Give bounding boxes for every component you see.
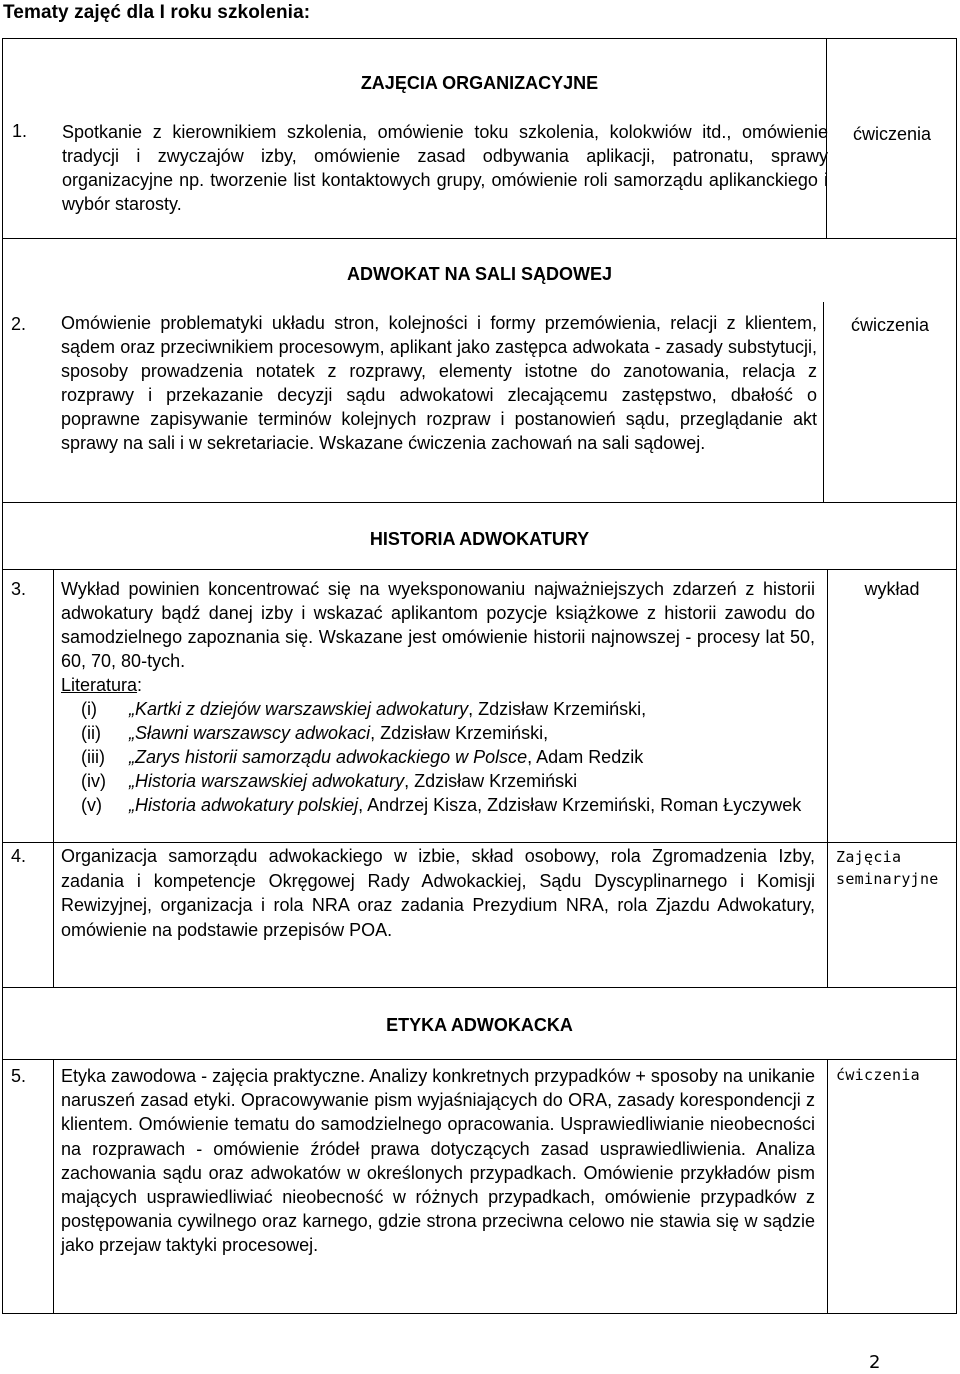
item-type: wykład	[864, 579, 920, 599]
literature-label: Literatura	[61, 675, 138, 695]
book-title: „Sławni warszawscy adwokaci	[129, 723, 371, 743]
item-number: 4.	[11, 846, 27, 866]
book-title: „Kartki z dziejów warszawskiej adwokatury	[129, 699, 469, 719]
item-type: ćwiczenia	[852, 124, 932, 144]
section-heading: ETYKA ADWOKACKA	[386, 1015, 573, 1035]
item-text: Organizacja samorządu adwokackiego w izbie, skład osobowy, rola Zgromadzenia Izby, zadania i kompetencje Okręgowej Rady Adwokackiej, Sądu Dyscyplinarnego i Komisji Rewizyjnej, organizacja i rola NRA oraz zadania Prezydium NRA, rola Zjazdu Adwokatury, omówienie na podstawie przepisów POA.	[61, 846, 815, 940]
item-text: Etyka zawodowa - zajęcia praktyczne. Analizy konkretnych przypadków + sposoby na unikanie naruszeń zasad etyki. Opracowywanie pism wyjaśniających do ORA, zasady korespondencji z klientem. Omówienie tematu do samodzielnego opracowania. Usprawiedliwianie nieobecności na rozprawach - omówienie źródeł prawa dotyczących zasad usprawiedliwienia. Analiza zachowania sądu oraz adwokatów w określonych przypadkach. Omówienie przykładów pism mających usprawiedliwiać nieobecność w różnych przypadkach, omówienie przypadków z postępowania cywilnego oraz karnego, gdzie strona przeciwna celowo nie stawia się w sądzie jako przejaw taktyki procesowej.	[61, 1066, 815, 1256]
item-type: ćwiczenia	[836, 1066, 920, 1084]
section-heading: ADWOKAT NA SALI SĄDOWEJ	[347, 264, 612, 284]
section-heading: ZAJĘCIA ORGANIZACYJNE	[360, 73, 599, 93]
page-number: 2	[869, 1352, 881, 1373]
item-type: ćwiczenia	[850, 315, 930, 335]
book-title: „Historia adwokatury polskiej	[129, 795, 359, 815]
item-text: Wykład powinien koncentrować się na wyeksponowaniu najważniejszych zdarzeń z historii adwokatury bądź danej izby i wskazać aplikantom pozycje książkowe z historii zawodu do samodzielnego zapoznania się. Wskazane jest omówienie historii najnowszej - procesy lat 50, 60, 70, 80-tych. Literatura: (i) „Kartki z dziejów warszawskiej adwokatury, Zdzisław Krzemiński, (ii) „Sławni warszawscy adwokaci, Zdzisław Krzemiński, (iii) „Zarys historii samorządu adwokackiego w Polsce, Adam Redzik (iv) „Historia warszawskiej adwokatury, Zdzisław Krzemiński (v) „Historia adwokatury polskiej, Andrzej Kisza, Zdzisław Krzemiński, Roman Łyczywek	[61, 579, 815, 815]
book-title: „Zarys historii samorządu adwokackiego w Polsce	[129, 747, 528, 767]
table-frame	[2, 38, 957, 1338]
item-text: Omówienie problematyki układu stron, kolejności i formy przemówienia, relacji z klientem, sądem oraz przeciwnikiem procesowym, aplikant jako zastępca adwokata - zasady substytucji, sposoby prowadzenia notatek z rozprawy, elementy istotne do zanotowania, relacja z rozprawy i przekazanie decyzji sądu adwokatowi zlecającemu zastępstwo, dbałość o poprawne zapisywanie terminów kolejnych rozpraw i postanowień sądu, przeglądanie akt sprawy na sali i w sekretariacie. Wskazane ćwiczenia zachowań na sali sądowej.	[61, 313, 817, 453]
item-number: 2.	[11, 314, 27, 334]
item-number: 1.	[12, 121, 28, 141]
page-title: Tematy zajęć dla I roku szkolenia:	[3, 2, 311, 23]
section-heading: HISTORIA ADWOKATURY	[369, 529, 590, 549]
item-text: Spotkanie z kierownikiem szkolenia, omówienie toku szkolenia, kolokwiów itd., omówienie tradycji i zwyczajów izby, omówienie zasad odbywania aplikacji, patronatu, sprawy organizacyjne np. tworzenie list kontaktowych grupy, omówienie roli samorządu aplikanckiego i wybór starosty.	[62, 122, 828, 214]
book-title: „Historia warszawskiej adwokatury	[129, 771, 405, 791]
item-type: Zajęcia seminaryjne	[836, 848, 939, 888]
item-number: 3.	[11, 579, 27, 599]
item-number: 5.	[11, 1066, 27, 1086]
